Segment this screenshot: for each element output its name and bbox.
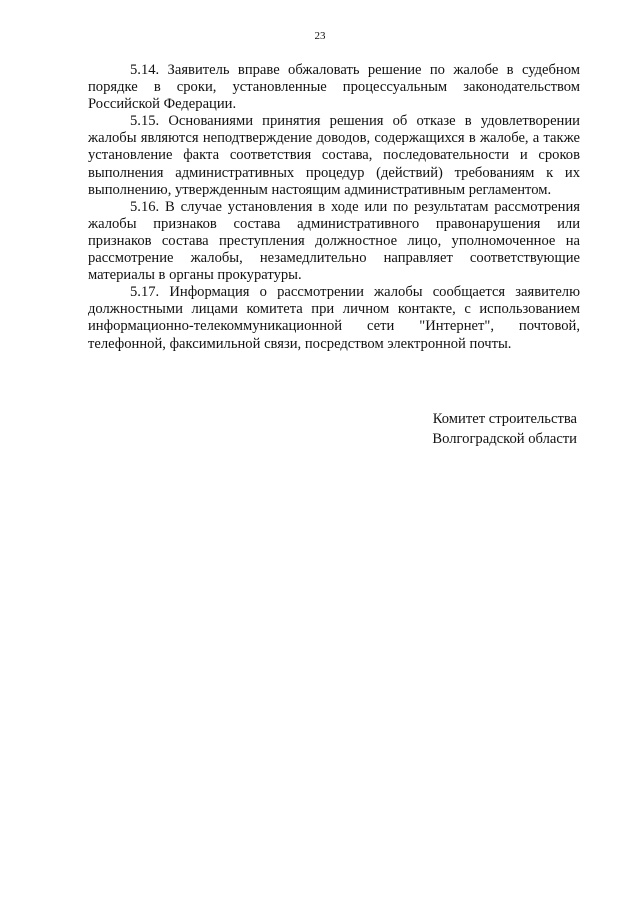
signature-line-1: Комитет строительства (432, 411, 577, 427)
signature-line-2: Волгоградской области (432, 431, 577, 447)
paragraph-5-17: 5.17. Информация о рассмотрении жалобы сообщается заявителю должностными лицами комитета при личном контакте, с использованием информационно-телекоммуникационной сети "Интернет", почтовой, телефонной, факсимильной связи, посредством электронной почты. (88, 284, 580, 352)
paragraph-5-16: 5.16. В случае установления в ходе или по результатам рассмотрения жалобы признаков состава административного правонарушения или признаков состава преступления должностное лицо, уполномоченное на рассмотрение жалобы, незамедлительно направляет соответствующие материалы в органы прокуратуры. (88, 198, 580, 284)
paragraph-5-14: 5.14. Заявитель вправе обжаловать решение по жалобе в судебном порядке в сроки, установленные процессуальным законодательством Российской Федерации. (88, 62, 580, 113)
document-body (88, 62, 580, 353)
page-number: 23 (314, 30, 326, 42)
signature-block (432, 409, 577, 449)
paragraph-5-15: 5.15. Основаниями принятия решения об отказе в удовлетворении жалобы являются неподтверждение доводов, содержащихся в жалобе, а также установление факта соответствия состава, последовательности и сроков выполнения административных процедур (действий) требованиям к их выполнению, утвержденным настоящим административным регламентом. (88, 113, 580, 198)
